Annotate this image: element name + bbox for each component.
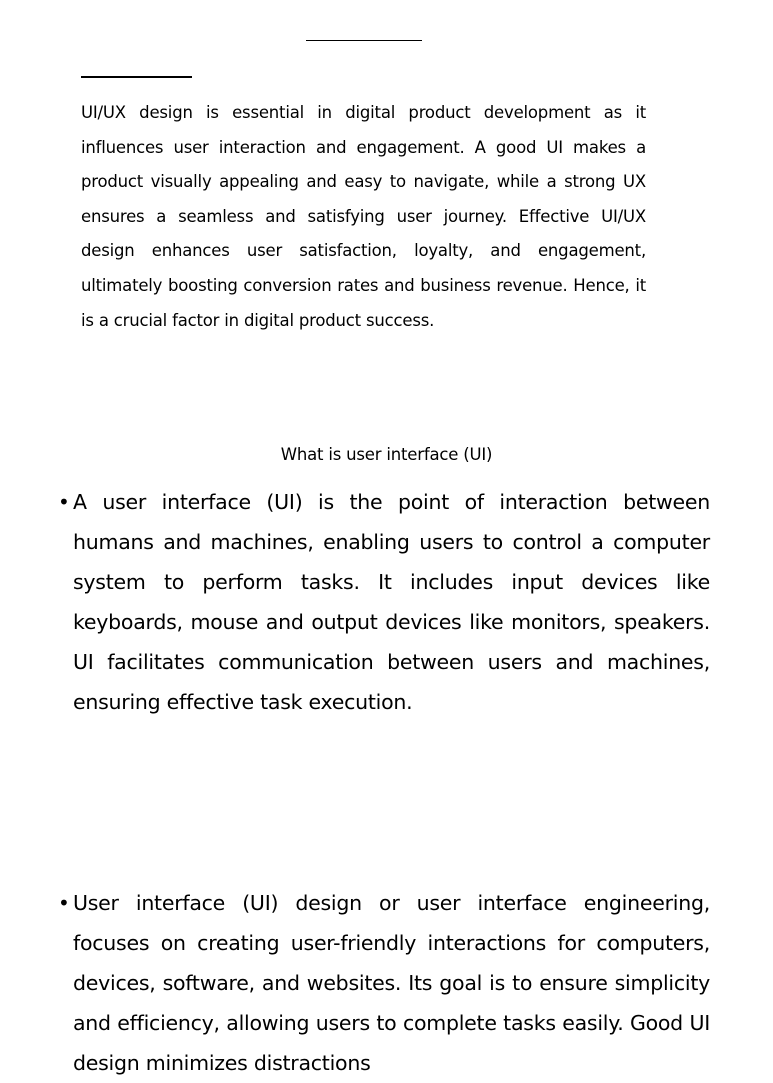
heading-underline	[81, 76, 192, 78]
bullet-text: A user interface (UI) is the point of interaction between humans and machines, enabling users to control a computer system to perform tasks. It includes input devices like keyboards, mouse and output devices like monitors, speakers. UI facilitates communication between users and machines, ensuring effective task execution.	[73, 490, 710, 715]
bullet-marker: •	[58, 490, 70, 514]
bullet-marker: •	[58, 891, 70, 915]
section-heading: What is user interface (UI)	[280, 445, 493, 464]
bullet-text: User interface (UI) design or user interface engineering, focuses on creating user-friendly interactions for computers, devices, software, and websites. Its goal is to ensure simplicity and efficiency, allowing users to complete tasks easily. Good UI design minimizes distractions	[73, 891, 710, 1076]
bullet-item	[58, 482, 710, 723]
top-divider-line	[306, 40, 422, 41]
bullet-item	[58, 883, 710, 1083]
intro-paragraph: UI/UX design is essential in digital product development as it influences user interaction and engagement. A good UI makes a product visually appealing and easy to navigate, while a strong UX ensures a seamless and satisfying user journey. Effective UI/UX design enhances user satisfaction, loyalty, and engagement, ultimately boosting conversion rates and business revenue. Hence, it is a crucial factor in digital product success.	[81, 103, 646, 330]
